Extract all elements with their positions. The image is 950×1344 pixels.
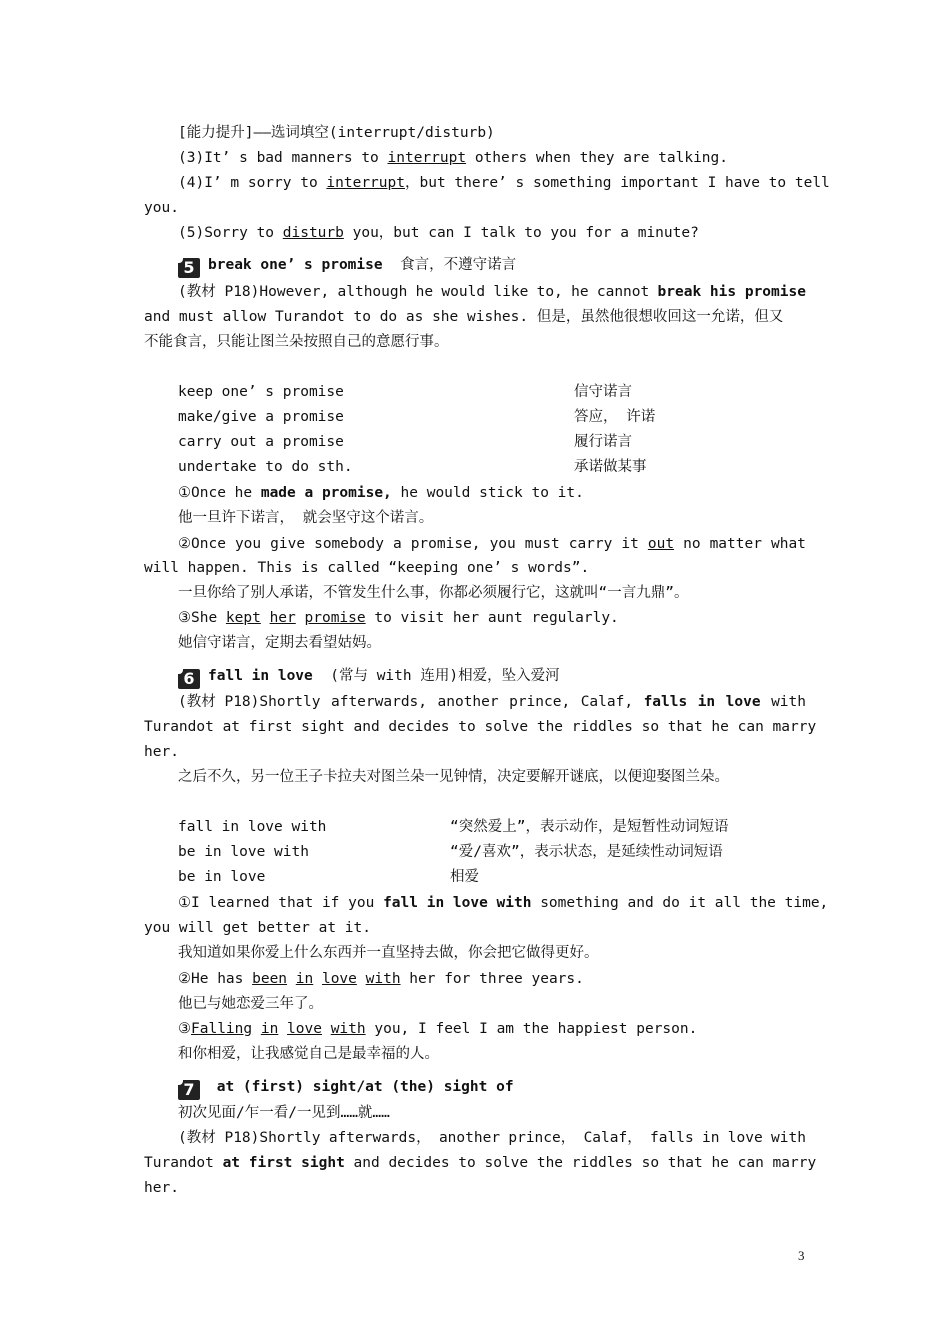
w: must	[524, 536, 560, 552]
textbook-line-5b: and must allow Turandot to do as she wishes. 但是，虽然他很想收回这一允诺，但又	[144, 309, 784, 325]
exercise-4	[178, 173, 830, 193]
text: you，but can I talk to you for a minute?	[343, 225, 699, 241]
text: ③She	[178, 610, 226, 626]
meaning: 食言，不遵守诺言	[400, 257, 517, 273]
text: ①Once he	[178, 485, 261, 501]
example-6-1-cont: you will get better at it.	[144, 920, 371, 936]
exercise-4-cont: you.	[144, 200, 179, 216]
example-6-2	[178, 969, 584, 989]
text: to visit her aunt regularly.	[365, 610, 619, 626]
phrase-en: be in love with	[178, 844, 309, 860]
key-phrase: made a promise,	[260, 485, 392, 501]
textbook-line-6a	[178, 692, 806, 712]
exercise-5	[178, 223, 699, 243]
number-badge-icon: 5	[178, 258, 200, 278]
key-phrase: break his promise	[657, 284, 806, 300]
key-phrase: love	[725, 694, 761, 710]
text: ③	[178, 1021, 191, 1037]
text: ②He has	[178, 971, 253, 987]
textbook-line-6c: her.	[144, 744, 179, 760]
phrase-en: be in love	[178, 869, 266, 885]
example-6-3	[178, 1019, 697, 1039]
text: others when they are talking.	[466, 150, 728, 166]
phrase-zh: 答应， 许诺	[574, 409, 656, 425]
phrase-zh: 承诺做某事	[574, 459, 647, 475]
answer: her	[269, 610, 296, 626]
textbook-line-6-zh: 之后不久，另一位王子卡拉夫对图兰朵一见钟情，决定要解开谜底，以便迎娶图兰朵。	[178, 769, 729, 785]
w: he	[415, 284, 434, 300]
answer: interrupt	[326, 175, 405, 191]
item-6-heading	[178, 666, 560, 689]
w: would	[441, 284, 486, 300]
answer: disturb	[282, 225, 344, 241]
phrase-en: undertake to do sth.	[178, 459, 353, 475]
w: afterwards,	[330, 694, 428, 710]
w: (教材 P18)Shortly	[178, 694, 321, 710]
key-phrase: falls	[643, 694, 688, 710]
text: (4)I’ m sorry to	[178, 175, 327, 191]
phrase-en: carry out a promise	[178, 434, 344, 450]
exercise-3	[178, 148, 728, 168]
example-6-3-zh: 和你相爱，让我感觉自己是最幸福的人。	[178, 1046, 439, 1062]
phrase-zh: “爱/喜欢”，表示状态，是延续性动词短语	[450, 844, 723, 860]
w: love	[727, 1130, 763, 1146]
phrase-en: fall in love with	[178, 819, 327, 835]
answer: out	[647, 536, 675, 552]
w: although	[337, 284, 408, 300]
phrase-en: keep one’ s promise	[178, 384, 344, 400]
term: break one’ s promise	[208, 257, 383, 273]
number-badge-icon: 6	[178, 669, 200, 689]
text: and decides to solve the riddles so that he can marry	[344, 1155, 817, 1171]
w: he	[571, 284, 589, 300]
key-phrase: fall in love with	[383, 895, 532, 911]
example-5-2-cont: will happen. This is called “keeping one’ s words”.	[144, 560, 590, 576]
text: he would stick to it.	[391, 485, 584, 501]
phrase-zh: 履行诺言	[574, 434, 632, 450]
textbook-line-7c: her.	[144, 1180, 179, 1196]
page-number: 3	[798, 1248, 805, 1263]
item-7-heading	[178, 1077, 514, 1100]
answer: love	[321, 971, 357, 987]
text: something and do it all the time,	[531, 895, 829, 911]
phrase-zh: “突然爱上”，表示动作，是短暂性动词短语	[450, 819, 729, 835]
answer: Falling	[191, 1021, 253, 1037]
w: with	[771, 694, 806, 710]
w: prince，	[508, 1130, 576, 1146]
example-5-2-zh: 一旦你给了别人承诺，不管发生什么事，你都必须履行它，这就叫“一言九鼎”。	[178, 585, 689, 601]
term: fall in love	[208, 668, 313, 684]
meaning: (常与 with 连用)相爱，坠入爱河	[330, 668, 560, 684]
w: afterwards，	[328, 1130, 431, 1146]
key-phrase: in	[697, 694, 716, 710]
w: (教材 P18)However,	[178, 284, 330, 300]
w: give	[270, 536, 306, 552]
answer: with	[330, 1021, 366, 1037]
example-5-1	[178, 483, 584, 503]
answer: interrupt	[387, 150, 467, 166]
answer: been	[252, 971, 288, 987]
example-6-1	[178, 893, 828, 913]
example-5-3-zh: 她信守诺言，定期去看望姑妈。	[178, 635, 381, 651]
w: falls	[650, 1130, 694, 1146]
w: somebody	[314, 536, 384, 552]
example-5-3	[178, 608, 619, 628]
w: Calaf,	[580, 694, 634, 710]
example-6-1-zh: 我知道如果你爱上什么东西并一直坚持去做，你会把它做得更好。	[178, 945, 599, 961]
w: in	[702, 1130, 720, 1146]
w: cannot	[596, 284, 650, 300]
w: you	[489, 536, 516, 552]
answer: in	[260, 1021, 279, 1037]
text: (3)It’ s bad manners to	[178, 150, 388, 166]
phrase-zh: 相爱	[450, 869, 479, 885]
answer: with	[365, 971, 401, 987]
item-7-meaning: 初次见面/乍一看/一见到……就……	[178, 1105, 390, 1121]
textbook-line-5a	[178, 282, 806, 302]
text: ①I learned that if you	[178, 895, 384, 911]
example-6-2-zh: 他已与她恋爱三年了。	[178, 996, 323, 1012]
w: a	[392, 536, 402, 552]
textbook-line-7b	[144, 1153, 816, 1173]
key-phrase: at first sight	[222, 1155, 345, 1171]
textbook-line-7a	[178, 1128, 806, 1148]
w: (教材 P18)Shortly	[178, 1130, 321, 1146]
w: no	[683, 536, 701, 552]
w: Calaf，	[583, 1130, 642, 1146]
example-5-2	[178, 534, 806, 554]
answer: love	[287, 1021, 322, 1037]
textbook-line-6b: Turandot at first sight and decides to solve the riddles so that he can marry	[144, 719, 817, 735]
textbook-line-5c: 不能食言，只能让图兰朵按照自己的意愿行事。	[144, 334, 449, 350]
w: to,	[536, 284, 563, 300]
number-badge-icon: 7	[178, 1080, 200, 1100]
answer: kept	[225, 610, 261, 626]
w: another	[438, 1130, 501, 1146]
term: at (first) sight/at (the) sight of	[216, 1079, 514, 1095]
w: it	[621, 536, 639, 552]
w: like	[493, 284, 529, 300]
w: carry	[568, 536, 613, 552]
text: you, I feel I am the happiest person.	[365, 1021, 698, 1037]
w: with	[771, 1130, 806, 1146]
w: you	[234, 536, 262, 552]
w: matter	[709, 536, 762, 552]
phrase-en: make/give a promise	[178, 409, 344, 425]
text: (5)Sorry to	[178, 225, 283, 241]
w: prince,	[509, 694, 571, 710]
text: Turandot	[144, 1155, 223, 1171]
answer: in	[295, 971, 314, 987]
w: another	[437, 694, 499, 710]
phrase-zh: 信守诺言	[574, 384, 632, 400]
w: what	[770, 536, 806, 552]
section-heading: [能力提升]——选词填空(interrupt/disturb)	[178, 125, 495, 141]
text: ，but there’ s something important I have to tell	[404, 175, 830, 191]
example-5-1-zh: 他一旦许下诺言， 就会坚守这个诺言。	[178, 510, 434, 526]
w: ②Once	[178, 536, 226, 552]
item-5-heading	[178, 255, 516, 278]
text: her for three years.	[400, 971, 584, 987]
w: promise,	[410, 536, 481, 552]
answer: promise	[304, 610, 366, 626]
